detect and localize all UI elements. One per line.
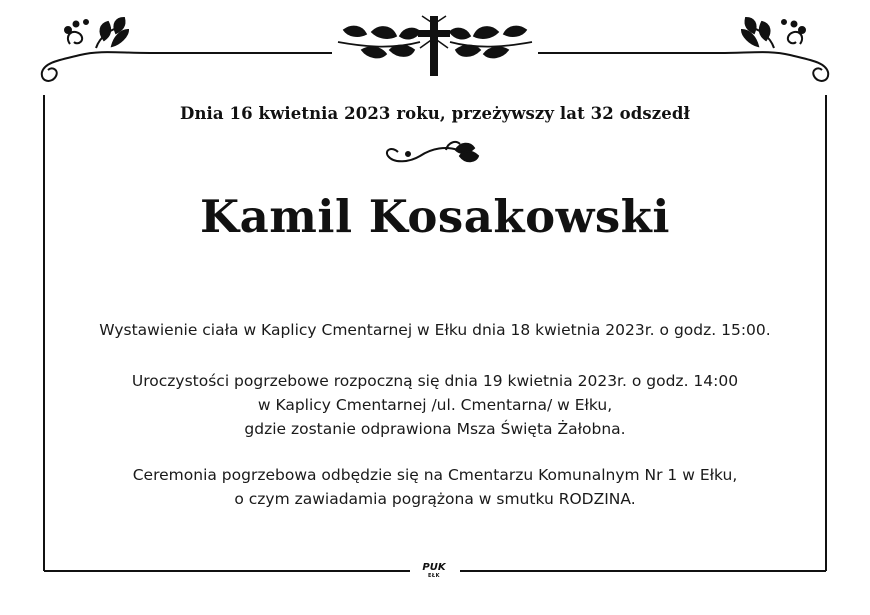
burial-paragraph — [0, 463, 870, 511]
paragraph-line: Uroczystości pogrzebowe rozpoczną się dnia 19 kwietnia 2023r. o godz. 14:00 — [131, 372, 739, 390]
paragraph-line: w Kaplicy Cmentarnej /ul. Cmentarna/ w Ełku, — [257, 396, 613, 414]
corner-flourish-icon — [720, 18, 828, 81]
logo-main-text: PUK — [422, 562, 446, 573]
leaf-divider-icon — [387, 142, 478, 161]
deceased-name: Kamil Kosakowski — [200, 190, 670, 243]
viewing-paragraph — [0, 318, 870, 342]
puk-logo — [416, 562, 452, 579]
ceremony-paragraph — [0, 369, 870, 441]
headline: Dnia 16 kwietnia 2023 roku, przeżywszy lat 32 odszedł — [180, 104, 690, 123]
paragraph-line: Wystawienie ciała w Kaplicy Cmentarnej w Ełku dnia 18 kwietnia 2023r. o godz. 15:00. — [99, 321, 771, 339]
paragraph-line: gdzie zostanie odprawiona Msza Święta Żałobna. — [244, 420, 626, 438]
paragraph-line: Ceremonia pogrzebowa odbędzie się na Cmentarzu Komunalnym Nr 1 w Ełku, — [132, 466, 738, 484]
logo-sub-text: EŁK — [427, 573, 440, 579]
corner-flourish-icon — [42, 18, 150, 81]
paragraph-line: o czym zawiadamia pogrążona w smutku RODZINA. — [234, 490, 636, 508]
cross-icon — [418, 16, 450, 76]
